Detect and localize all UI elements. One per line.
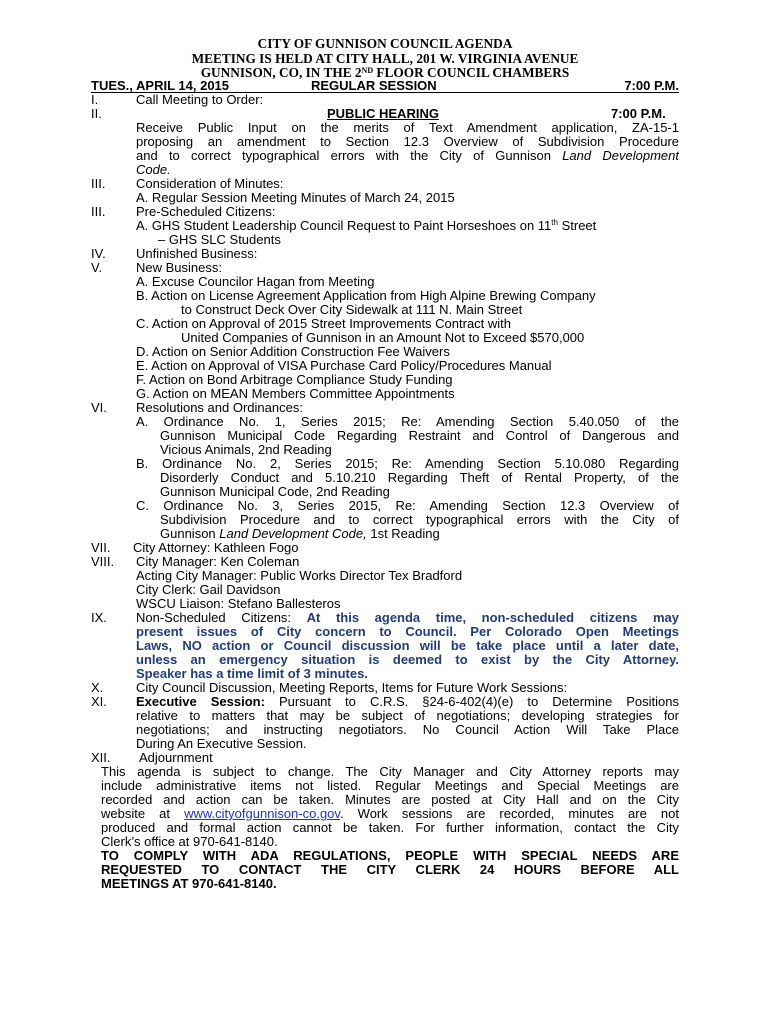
text-span: website at xyxy=(101,807,171,821)
text-span: Street xyxy=(557,218,597,233)
text-italic: Land Development Code, xyxy=(219,527,367,541)
non-scheduled-citizens xyxy=(136,611,679,681)
text-line: relative to matters that may be subject of negotiations; developing strategies for xyxy=(136,709,679,723)
item-text: Consideration of Minutes: xyxy=(136,176,284,191)
text-span: Gunnison xyxy=(160,527,216,541)
item-text: Pre-Scheduled Citizens: xyxy=(136,204,276,219)
item-text: Unfinished Business: xyxy=(136,246,258,261)
executive-session xyxy=(136,695,679,751)
text-span: Non-Scheduled Citizens: xyxy=(136,611,292,625)
ordinance-b-cont xyxy=(160,471,679,499)
text-italic: Land Development xyxy=(562,149,679,163)
text-line: B. Ordinance No. 2, Series 2015; Re: Amending Section 5.10.080 Regarding xyxy=(136,457,679,471)
text-line: Disorderly Conduct and 5.10.210 Regarding Theft of Rental Property, of the xyxy=(160,471,679,485)
text-line: Gunnison Municipal Code, 2nd Reading xyxy=(160,485,390,499)
item-text: Adjournment xyxy=(139,750,213,765)
text-line: recorded and action can be taken. Minutes are posted at City Hall and on the City xyxy=(101,793,679,807)
text-span: A. GHS Student Leadership Council Request to Paint Horseshoes on 11 xyxy=(136,218,552,233)
text-line: Subdivision Procedure and to correct typographical errors with the City of xyxy=(160,513,679,527)
ada-notice xyxy=(101,849,679,891)
text-line xyxy=(136,163,679,177)
text-line xyxy=(136,149,679,163)
text-line: proposing an amendment to Section 12.3 Overview of Subdivision Procedure xyxy=(136,135,679,149)
item-number: VIII. xyxy=(91,554,115,569)
item-text: Acting City Manager: Public Works Director Tex Bradford xyxy=(136,568,463,583)
text-span: . Work sessions are recorded, minutes are not xyxy=(339,807,679,821)
text-line: A. Ordinance No. 1, Series 2015; Re: Amending Section 5.40.050 of the xyxy=(136,415,679,429)
item-text: WSCU Liaison: Stefano Ballesteros xyxy=(136,596,341,611)
sub-item xyxy=(136,219,596,233)
item-text: City Attorney: Kathleen Fogo xyxy=(133,540,299,555)
text-line: This agenda is subject to change. The City Manager and City Attorney reports may xyxy=(101,765,679,779)
city-website-link[interactable]: www.cityofgunnison-co.gov xyxy=(184,807,340,821)
meeting-date: TUES., APRIL 14, 2015 xyxy=(91,78,230,93)
sub-item: F. Action on Bond Arbitrage Compliance Study Funding xyxy=(136,372,453,387)
text-bold: Executive Session: xyxy=(136,695,265,709)
text-bold-blue: At this agenda time, non-scheduled citizens may xyxy=(306,611,679,625)
sub-item: A. Regular Session Meeting Minutes of March 24, 2015 xyxy=(136,190,455,205)
item-text: Resolutions and Ordinances: xyxy=(136,400,303,415)
sub-item-cont: United Companies of Gunnison in an Amount Not to Exceed $570,000 xyxy=(181,330,585,345)
item-number: VI. xyxy=(91,400,107,415)
public-hearing-title: PUBLIC HEARING xyxy=(327,106,439,121)
item-number: II. xyxy=(91,106,102,121)
public-hearing-time: 7:00 P.M. xyxy=(611,106,666,121)
sub-item: A. Excuse Councilor Hagan from Meeting xyxy=(136,274,375,289)
ordinance-a xyxy=(136,415,679,429)
header-floor-sup: ND xyxy=(361,66,374,75)
item-text: City Manager: Ken Coleman xyxy=(136,554,300,569)
text-line: Speaker has a time limit of 3 minutes. xyxy=(136,667,368,681)
text-line: Laws, NO action or Council discussion will be take place until a later date, xyxy=(136,639,679,653)
text-line: During An Executive Session. xyxy=(136,737,307,751)
sub-item-cont: to Construct Deck Over City Sidewalk at 111 N. Main Street xyxy=(181,302,523,317)
sub-item-cont: – GHS SLC Students xyxy=(158,232,281,247)
item-text: Call Meeting to Order: xyxy=(136,92,264,107)
ordinance-a-cont xyxy=(160,429,679,457)
footer-notice xyxy=(101,765,679,849)
text-line: MEETINGS AT 970-641-8140. xyxy=(101,877,277,891)
item-number: IV. xyxy=(91,246,106,261)
sub-item: C. Action on Approval of 2015 Street Improvements Contract with xyxy=(136,316,512,331)
text-span: 1st Reading xyxy=(370,527,440,541)
text-italic: Code. xyxy=(136,163,171,177)
header-title: CITY OF GUNNISON COUNCIL AGENDA xyxy=(257,36,513,51)
text-line: include administrative items not listed. Regular Meetings and Special Meetings are xyxy=(101,779,679,793)
text-span: and to correct typographical errors with the City of Gunnison xyxy=(136,149,551,163)
item-number: I. xyxy=(91,92,99,107)
sub-item: G. Action on MEAN Members Committee Appointments xyxy=(136,386,455,401)
item-number: X. xyxy=(91,680,104,695)
agenda-header xyxy=(0,37,770,81)
text-line: negotiations; and instructing negotiators. No Council Action Will Take Place xyxy=(136,723,679,737)
meeting-time: 7:00 P.M. xyxy=(624,78,679,93)
text-line: REQUESTED TO CONTACT THE CITY CLERK 24 HOURS BEFORE ALL xyxy=(101,863,679,877)
text-line xyxy=(101,807,679,821)
session-type: REGULAR SESSION xyxy=(311,78,437,93)
text-line: present issues of City concern to Council. Per Colorado Open Meetings xyxy=(136,625,679,639)
header-location: MEETING IS HELD AT CITY HALL, 201 W. VIRGINIA AVENUE xyxy=(191,50,579,66)
sub-item: B. Action on License Agreement Application from High Alpine Brewing Company xyxy=(136,288,596,303)
text-line: unless an emergency situation is deemed to exist by the City Attorney. xyxy=(136,653,679,667)
item-number: XII. xyxy=(91,750,111,765)
text-line: Vicious Animals, 2nd Reading xyxy=(160,443,332,457)
item-text: City Council Discussion, Meeting Reports, Items for Future Work Sessions: xyxy=(136,680,568,695)
text-line: Gunnison Municipal Code Regarding Restraint and Control of Dangerous and xyxy=(160,429,679,443)
item-number: III. xyxy=(91,204,106,219)
text-sup: th xyxy=(551,218,558,227)
text-line xyxy=(136,611,679,625)
text-line xyxy=(160,527,679,541)
text-span: Pursuant to C.R.S. §24-6-402(4)(e) to Determine Positions xyxy=(278,695,679,709)
text-line: TO COMPLY WITH ADA REGULATIONS, PEOPLE WITH SPECIAL NEEDS ARE xyxy=(101,849,679,863)
text-line: C. Ordinance No. 3, Series 2015, Re: Amending Section 12.3 Overview of xyxy=(136,499,679,513)
text-line xyxy=(136,695,679,709)
header-floor-a: GUNNISON, CO, IN THE 2 xyxy=(200,65,362,80)
ordinance-c-cont xyxy=(160,513,679,541)
text-line: Receive Public Input on the merits of Text Amendment application, ZA-15-1 xyxy=(136,121,679,135)
text-line: produced and formal action cannot be taken. For further information, contact the City xyxy=(101,821,679,835)
ordinance-b xyxy=(136,457,679,471)
text-line: Clerk’s office at 970-641-8140. xyxy=(101,835,278,849)
item-text: City Clerk: Gail Davidson xyxy=(136,582,281,597)
item-number: XI. xyxy=(91,694,107,709)
item-number: V. xyxy=(91,260,103,275)
sub-item: D. Action on Senior Addition Construction Fee Waivers xyxy=(136,344,450,359)
public-hearing-text xyxy=(136,121,679,177)
item-number: VII. xyxy=(91,540,111,555)
ordinance-c xyxy=(136,499,679,513)
header-floor-b: FLOOR COUNCIL CHAMBERS xyxy=(373,65,570,80)
dateline xyxy=(91,79,679,93)
sub-item: E. Action on Approval of VISA Purchase Card Policy/Procedures Manual xyxy=(136,358,552,373)
item-number: III. xyxy=(91,176,106,191)
item-text: New Business: xyxy=(136,260,222,275)
item-number: IX. xyxy=(91,610,107,625)
